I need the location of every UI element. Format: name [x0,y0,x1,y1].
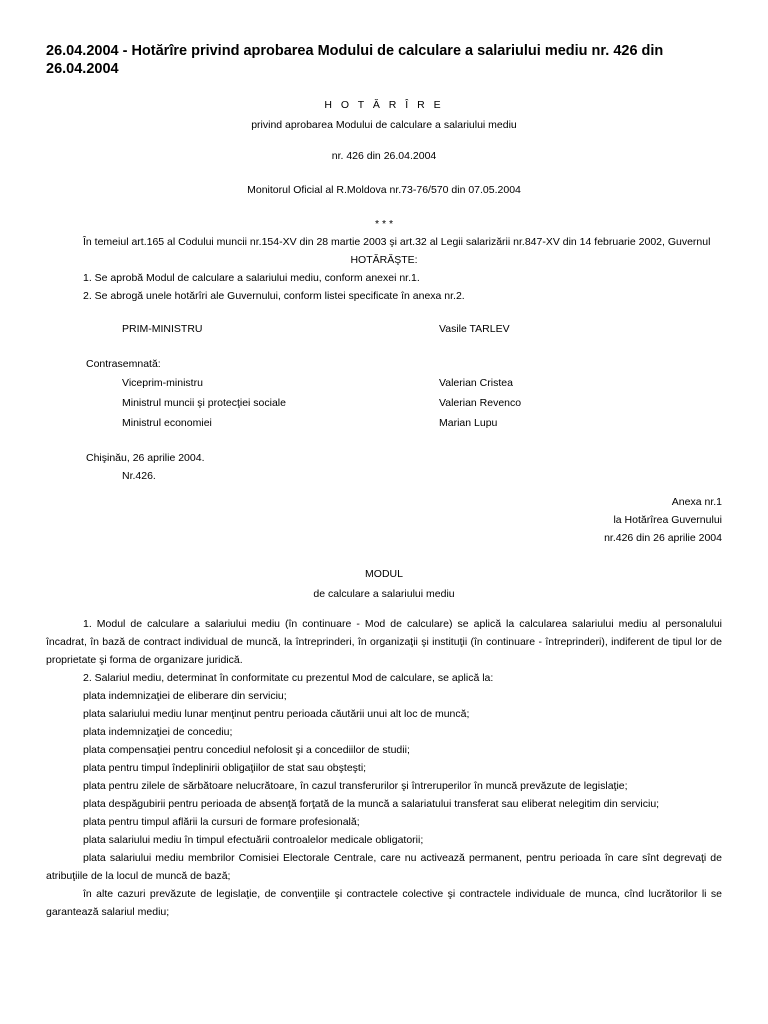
place-date: Chişinău, 26 aprilie 2004. [86,452,205,464]
stars-separator: * * * [374,218,394,230]
paragraph-cec: plata salariului mediu membrilor Comisiei Electorale Centrale, care nu activează permanent, pentru perioada în care sînt degrevaţi de atribuţiile de la locul de muncă de bază; [46,852,722,882]
signature-name: Marian Lupu [439,417,498,429]
countersigner-row [46,413,722,433]
decides-heading: HOTĂRĂŞTE: [350,254,418,266]
mod-title: MODUL [365,568,403,580]
signature-role: Ministrul economiei [122,417,212,429]
document-number: Nr.426. [122,470,156,482]
signature-role: PRIM-MINISTRU [122,323,203,335]
list-item: plata pentru timpul îndeplinirii obligaţiilor de stat sau obşteşti; [83,762,367,774]
decision-number: nr. 426 din 26.04.2004 [331,150,437,162]
mod-subtitle: de calculare a salariului mediu [313,588,455,600]
monitor-reference: Monitorul Oficial al R.Moldova nr.73-76/570 din 07.05.2004 [247,184,521,196]
list-item: plata pentru zilele de sărbătoare nelucrătoare, în cazul transferurilor şi întreruperilor în muncă prevăzute de legislaţie; [83,780,628,792]
signature-name: Valerian Cristea [439,377,513,389]
signature-name: Valerian Revenco [439,397,522,409]
list-item: plata salariului mediu în timpul efectuării controalelor medicale obligatorii; [83,834,424,846]
payment-list [46,687,722,849]
annex-line-2: la Hotărîrea Guvernului [613,514,722,526]
signature-role: Ministrul muncii şi protecţiei sociale [122,397,286,409]
list-item: plata indemnizaţiei de eliberare din serviciu; [83,690,287,702]
point-1: 1. Se aprobă Modul de calculare a salariului mediu, conform anexei nr.1. [83,272,420,284]
prime-minister-signature [46,319,722,339]
countersigner-row [46,393,722,413]
paragraph-2: 2. Salariul mediu, determinat în conformitate cu prezentul Mod de calculare, se aplică la: [83,672,494,684]
paragraph-1: 1. Modul de calculare a salariului mediu (în continuare - Mod de calculare) se aplică la calcularea salariului mediu al personalului încadrat, în bază de contract individual de muncă, la întreprinderi, în organizaţii şi instituţii (în continuare - întreprinderi), indiferent de tipul lor de proprietate şi forma de organizare juridică. [46,618,722,666]
paragraph-other: în alte cazuri prevăzute de legislaţie, de convenţiile şi contractele colective şi contractele individuale de munca, cînd lucrătorilor li se garantează salariul mediu; [46,888,722,918]
list-item: plata salariului mediu lunar menţinut pentru perioada căutării unui alt loc de muncă; [83,708,470,720]
countersigned-label: Contrasemnată: [86,358,161,370]
decision-subheading: privind aprobarea Modului de calculare a salariului mediu [251,119,517,131]
document-page [46,0,722,921]
annex-line-3: nr.426 din 26 aprilie 2004 [604,532,722,544]
list-item: plata compensaţiei pentru concediul nefolosit şi a concediilor de studii; [83,744,410,756]
signature-role: Viceprim-ministru [122,377,203,389]
annex-line-1: Anexa nr.1 [671,496,722,508]
list-item: plata despăgubirii pentru perioada de absenţă forţată de la muncă a salariatului transferat sau eliberat nelegitim din serviciu; [83,798,660,810]
preamble-paragraph: În temeiul art.165 al Codului muncii nr.154-XV din 28 martie 2003 şi art.32 al Legii salarizării nr.847-XV din 14 februarie 2002, Guvernul [83,236,711,248]
list-item: plata indemnizaţiei de concediu; [83,726,233,738]
countersigner-row [46,373,722,393]
point-2: 2. Se abrogă unele hotărîri ale Guvernului, conform listei specificate în anexa nr.2. [83,290,465,302]
decision-heading: H O T Ă R Î R E [324,99,444,111]
list-item: plata pentru timpul aflării la cursuri de formare profesională; [83,816,360,828]
document-title: 26.04.2004 - Hotărîre privind aprobarea Modului de calculare a salariului mediu nr. 426 din 26.04.2004 [46,43,664,77]
signature-name: Vasile TARLEV [439,323,510,335]
